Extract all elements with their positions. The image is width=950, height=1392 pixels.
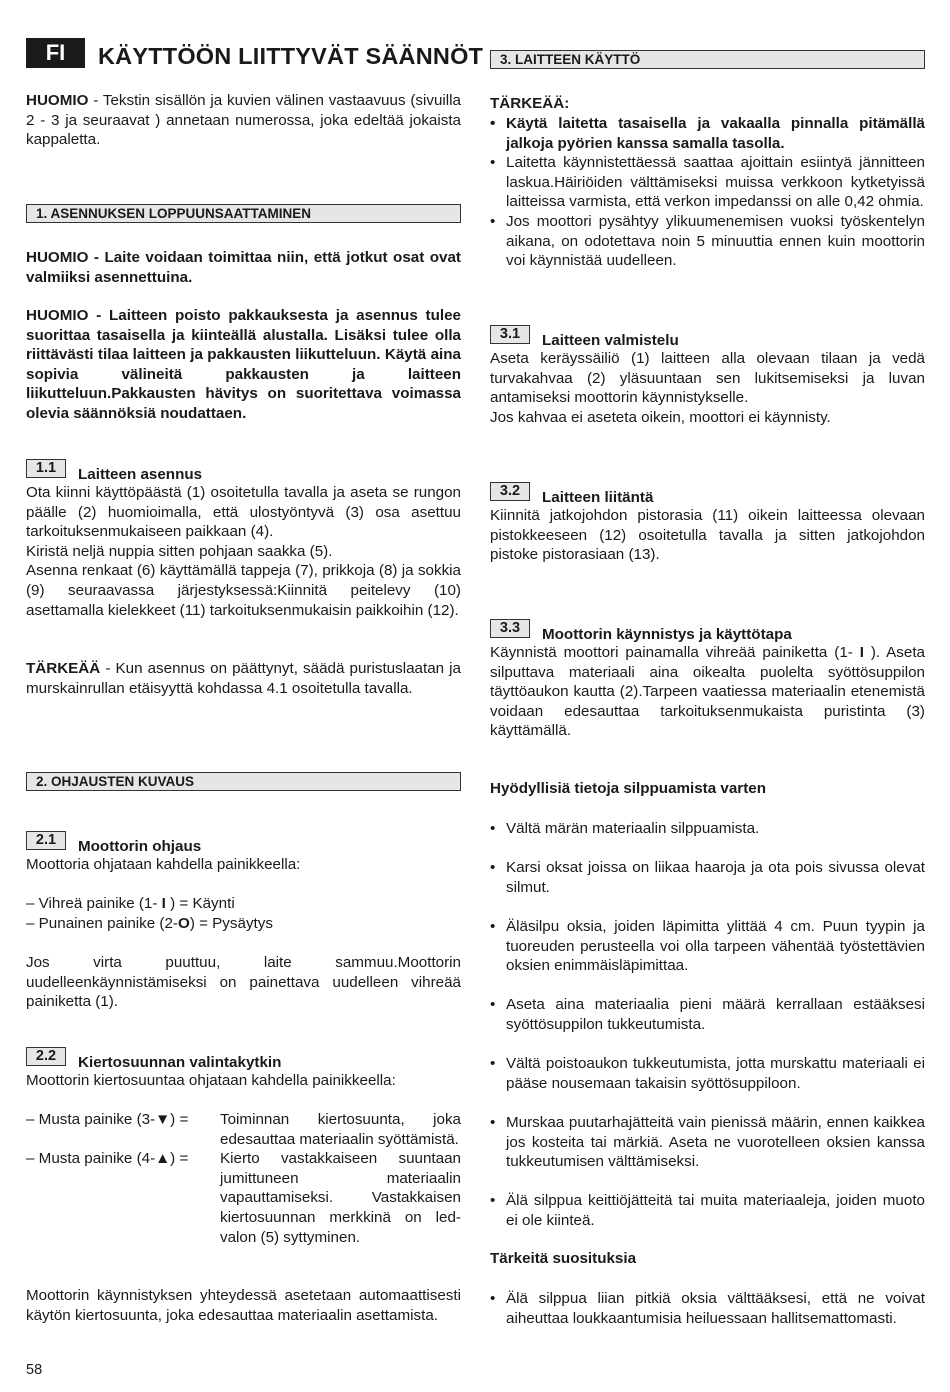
subsection-2-2-intro: Moottorin kiertosuuntaa ohjataan kahdella painikkeella:: [26, 1072, 396, 1089]
subsection-1-1-important: [26, 659, 461, 698]
intro-paragraph: [26, 91, 461, 150]
subsection-number: 1.1: [26, 459, 66, 478]
subsection-3-2-header: [490, 482, 654, 506]
direction-key: – Musta painike (3-▼) =: [26, 1111, 189, 1128]
subsection-title: Kiertosuunnan valintakytkin: [78, 1054, 282, 1071]
subsection-number: 3.1: [490, 325, 530, 344]
important-text: - Kun asennus on päättynyt, säädä puristuslaatan ja murskainrullan etäisyyttä kohdassa 4.1 osoitetulla tavalla.: [26, 660, 461, 697]
list-item: • Laitetta käynnistettäessä saattaa ajoittain esiintyä jännitteen laskua.Häiriöiden välttämiseksi muissa verkkoon kytketyissä laitteissa varmista, että verkon impedanssi on alle 0,42 ohmia.: [490, 153, 925, 212]
section-1-note-2: HUOMIO - Laitteen poisto pakkauksesta ja asennus tulee suorittaa tasaisella ja kiinteällä alustalla. Lisäksi tulee olla riittävästi tilaa laitteen ja pakkausten liikutteluun. Käytä aina sopivia välineitä pakkausten ja laitteen liikutteluun.Pakkausten hävitys on suoritettava voimassa olevia säännöksiä noudattaen.: [26, 307, 461, 422]
important-lead: TÄRKEÄÄ: [26, 660, 101, 677]
list-item: • Vältä märän materiaalin silppuamista.: [490, 819, 925, 839]
recommendations-list: [490, 1289, 925, 1328]
intro-lead: HUOMIO: [26, 92, 89, 109]
section-1-note-1: HUOMIO - Laite voidaan toimittaa niin, että jotkut osat ovat valmiiksi asennettuina.: [26, 249, 461, 286]
intro-text: - Tekstin sisällön ja kuvien välinen vastaavuus (sivuilla 2 - 3 ja seuraavat ) annetaan numerossa, joka edeltää jokaista kappaletta.: [26, 92, 461, 149]
subsection-title: Laitteen valmistelu: [542, 332, 679, 349]
green-button-post: ) = Käynti: [165, 895, 235, 912]
direction-value: Kierto vastakkaiseen suuntaan jumittuneen materiaalin vapauttamiseksi. Vastakkaisen kiertosuunnan merkkinä on led-valon (5) syttyminen.: [220, 1150, 461, 1246]
green-button-symbol: I: [161, 895, 166, 912]
subsection-2-1-header: [26, 831, 202, 855]
useful-info-item-6: [490, 1113, 925, 1172]
useful-info-heading: Hyödyllisiä tietoja silppuamista varten: [490, 780, 766, 797]
useful-info-item-3: [490, 917, 925, 976]
auto-direction-note: Moottorin käynnistyksen yhteydessä asetetaan automaattisesti käytön kiertosuunta, joka edesauttaa materiaalin asettamista.: [26, 1287, 461, 1324]
power-outage-note: Jos virta puuttuu, laite sammuu.Moottorin uudelleenkäynnistämiseksi on painettava uudelleen vihreää painiketta (1).: [26, 954, 461, 1011]
list-item: • Jos moottori pysähtyy ylikuumenemisen vuoksi työskentelyn aikana, on odotettava noin 5 minuuttia ennen kuin moottorin voi käynnistää uudelleen.: [490, 212, 925, 271]
list-item: • Älä silppua liian pitkiä oksia välttääksesi, että ne voivat aiheuttaa loukkaantumisia heiluessaan hallitsemattomasti.: [490, 1289, 925, 1328]
list-item: • Äläsilpu oksia, joiden läpimitta ylittää 4 cm. Puun tyypin ja tuoreuden perusteella voi olla tarpeen vähentää työstettävien oksien enimmäisläpimittaa.: [490, 917, 925, 976]
start-text-pre: Käynnistä moottori painamalla vihreää painiketta (1-: [490, 644, 860, 661]
page-number: 58: [26, 1362, 43, 1378]
recommendations-heading: Tärkeitä suosituksia: [490, 1250, 637, 1267]
red-button-line: [26, 914, 273, 934]
useful-info-item-5: [490, 1054, 925, 1093]
subsection-2-1-intro: Moottoria ohjataan kahdella painikkeella:: [26, 856, 301, 873]
subsection-number: 3.3: [490, 619, 530, 638]
subsection-3-1-text-2: Jos kahvaa ei aseteta oikein, moottori ei käynnisty.: [490, 409, 831, 426]
useful-info-item-7: [490, 1191, 925, 1230]
useful-info-item-1: [490, 819, 925, 839]
section-2-header: 2. OHJAUSTEN KUVAUS: [26, 772, 461, 791]
green-button-line: [26, 894, 235, 914]
red-button-symbol: O: [177, 915, 190, 932]
red-button-post: ) = Pysäytys: [189, 915, 273, 932]
direction-row-forward: [26, 1110, 461, 1149]
useful-info-item-4: [490, 995, 925, 1034]
subsection-title: Moottorin käynnistys ja käyttötapa: [542, 626, 792, 643]
list-item: • Käytä laitetta tasaisella ja vakaalla pinnalla pitämällä jalkoja pyörien kanssa samalla tasolla.: [490, 114, 925, 153]
subsection-1-1-header: [26, 459, 203, 483]
direction-row-reverse: [26, 1149, 461, 1247]
start-text-post: ). Aseta silputtava materiaali aina oikealta puolelta syöttösuppilon täyttöaukon kautta (2).Tarpeen vaatiessa materiaalin etenemistä voidaan edesauttaa tarkoituksenmukaista puristinta (3) käyttämällä.: [490, 644, 925, 740]
section-3-header: 3. LAITTEEN KÄYTTÖ: [490, 50, 925, 69]
list-item: • Älä silppua keittiöjätteitä tai muita materiaaleja, joiden muoto ei ole kiinteä.: [490, 1191, 925, 1230]
subsection-1-1-text: Ota kiinni käyttöpäästä (1) osoitetulla tavalla ja aseta se rungon päälle (2) huomioimalla, että ulostyöntyvä (3) osa asettuu tarkoituksenmukaiseen paikkaan (4). Kiristä neljä nuppia sitten pohjaan saakka (5). Asenna renkaat (6) käyttämällä tappeja (7), prikkoja (8) ja sokkia (9) seuraavassa järjestyksessä:Kiinnitä peitelevy (10) asettamalla kielekkeet (11) tarkoituksenmukaisin paikkoihin (12).: [26, 484, 461, 619]
subsection-title: Laitteen liitäntä: [542, 489, 654, 506]
direction-key: – Musta painike (4-▲) =: [26, 1150, 189, 1168]
list-item: • Murskaa puutarhajätteitä vain pienissä määrin, ennen kaikkea jos kosteita tai märkiä. Aseta ne vuorotelleen oksien kanssa tukkeutumisen välttämiseksi.: [490, 1113, 925, 1172]
language-badge: FI: [26, 38, 85, 68]
section-1-header: 1. ASENNUKSEN LOPPUUNSAATTAMINEN: [26, 204, 461, 223]
subsection-title: Moottorin ohjaus: [78, 838, 202, 855]
subsection-3-3-header: [490, 619, 792, 643]
useful-info-item-2: [490, 858, 925, 897]
direction-value: Toiminnan kiertosuunta, joka edesauttaa materiaalin syöttämistä.: [220, 1111, 461, 1148]
subsection-number: 3.2: [490, 482, 530, 501]
subsection-3-3-text: [490, 643, 925, 741]
list-item: • Aseta aina materiaalia pieni määrä kerrallaan estääksesi syöttösuppilon tukkeutumista.: [490, 995, 925, 1034]
subsection-number: 2.2: [26, 1047, 66, 1066]
section-3-important-head: TÄRKEÄÄ:: [490, 95, 570, 112]
subsection-number: 2.1: [26, 831, 66, 850]
list-item: • Karsi oksat joissa on liikaa haaroja ja ota pois sivussa olevat silmut.: [490, 858, 925, 897]
subsection-3-1-header: [490, 325, 679, 349]
red-button-pre: – Punainen painike (2-: [26, 915, 178, 932]
subsection-title: Laitteen asennus: [78, 466, 203, 483]
subsection-3-1-text: Aseta keräyssäiliö (1) laitteen alla olevaan tilaan ja vedä turvakahvaa (2) yläsuuntaan sen lukitsemiseksi ja luvan antamiseksi moottorin käynnistykselle.: [490, 350, 925, 407]
page-title: KÄYTTÖÖN LIITTYVÄT SÄÄNNÖT: [98, 43, 484, 69]
subsection-3-2-text: Kiinnitä jatkojohdon pistorasia (11) oikein laitteessa olevaan pistokkeeseen (12) osoitetulla tavalla ja sitten jatkojohdon pistoke pistorasiaan (13).: [490, 507, 925, 564]
section-3-important-list: [490, 114, 925, 271]
green-button-pre: – Vihreä painike (1-: [26, 895, 162, 912]
list-item: • Vältä poistoaukon tukkeutumista, jotta murskattu materiaali ei pääse nousemaan takaisin syöttösuppiloon.: [490, 1054, 925, 1093]
start-text-symbol: I: [859, 644, 864, 661]
direction-buttons-list: [26, 1110, 461, 1247]
subsection-2-2-header: [26, 1047, 282, 1071]
